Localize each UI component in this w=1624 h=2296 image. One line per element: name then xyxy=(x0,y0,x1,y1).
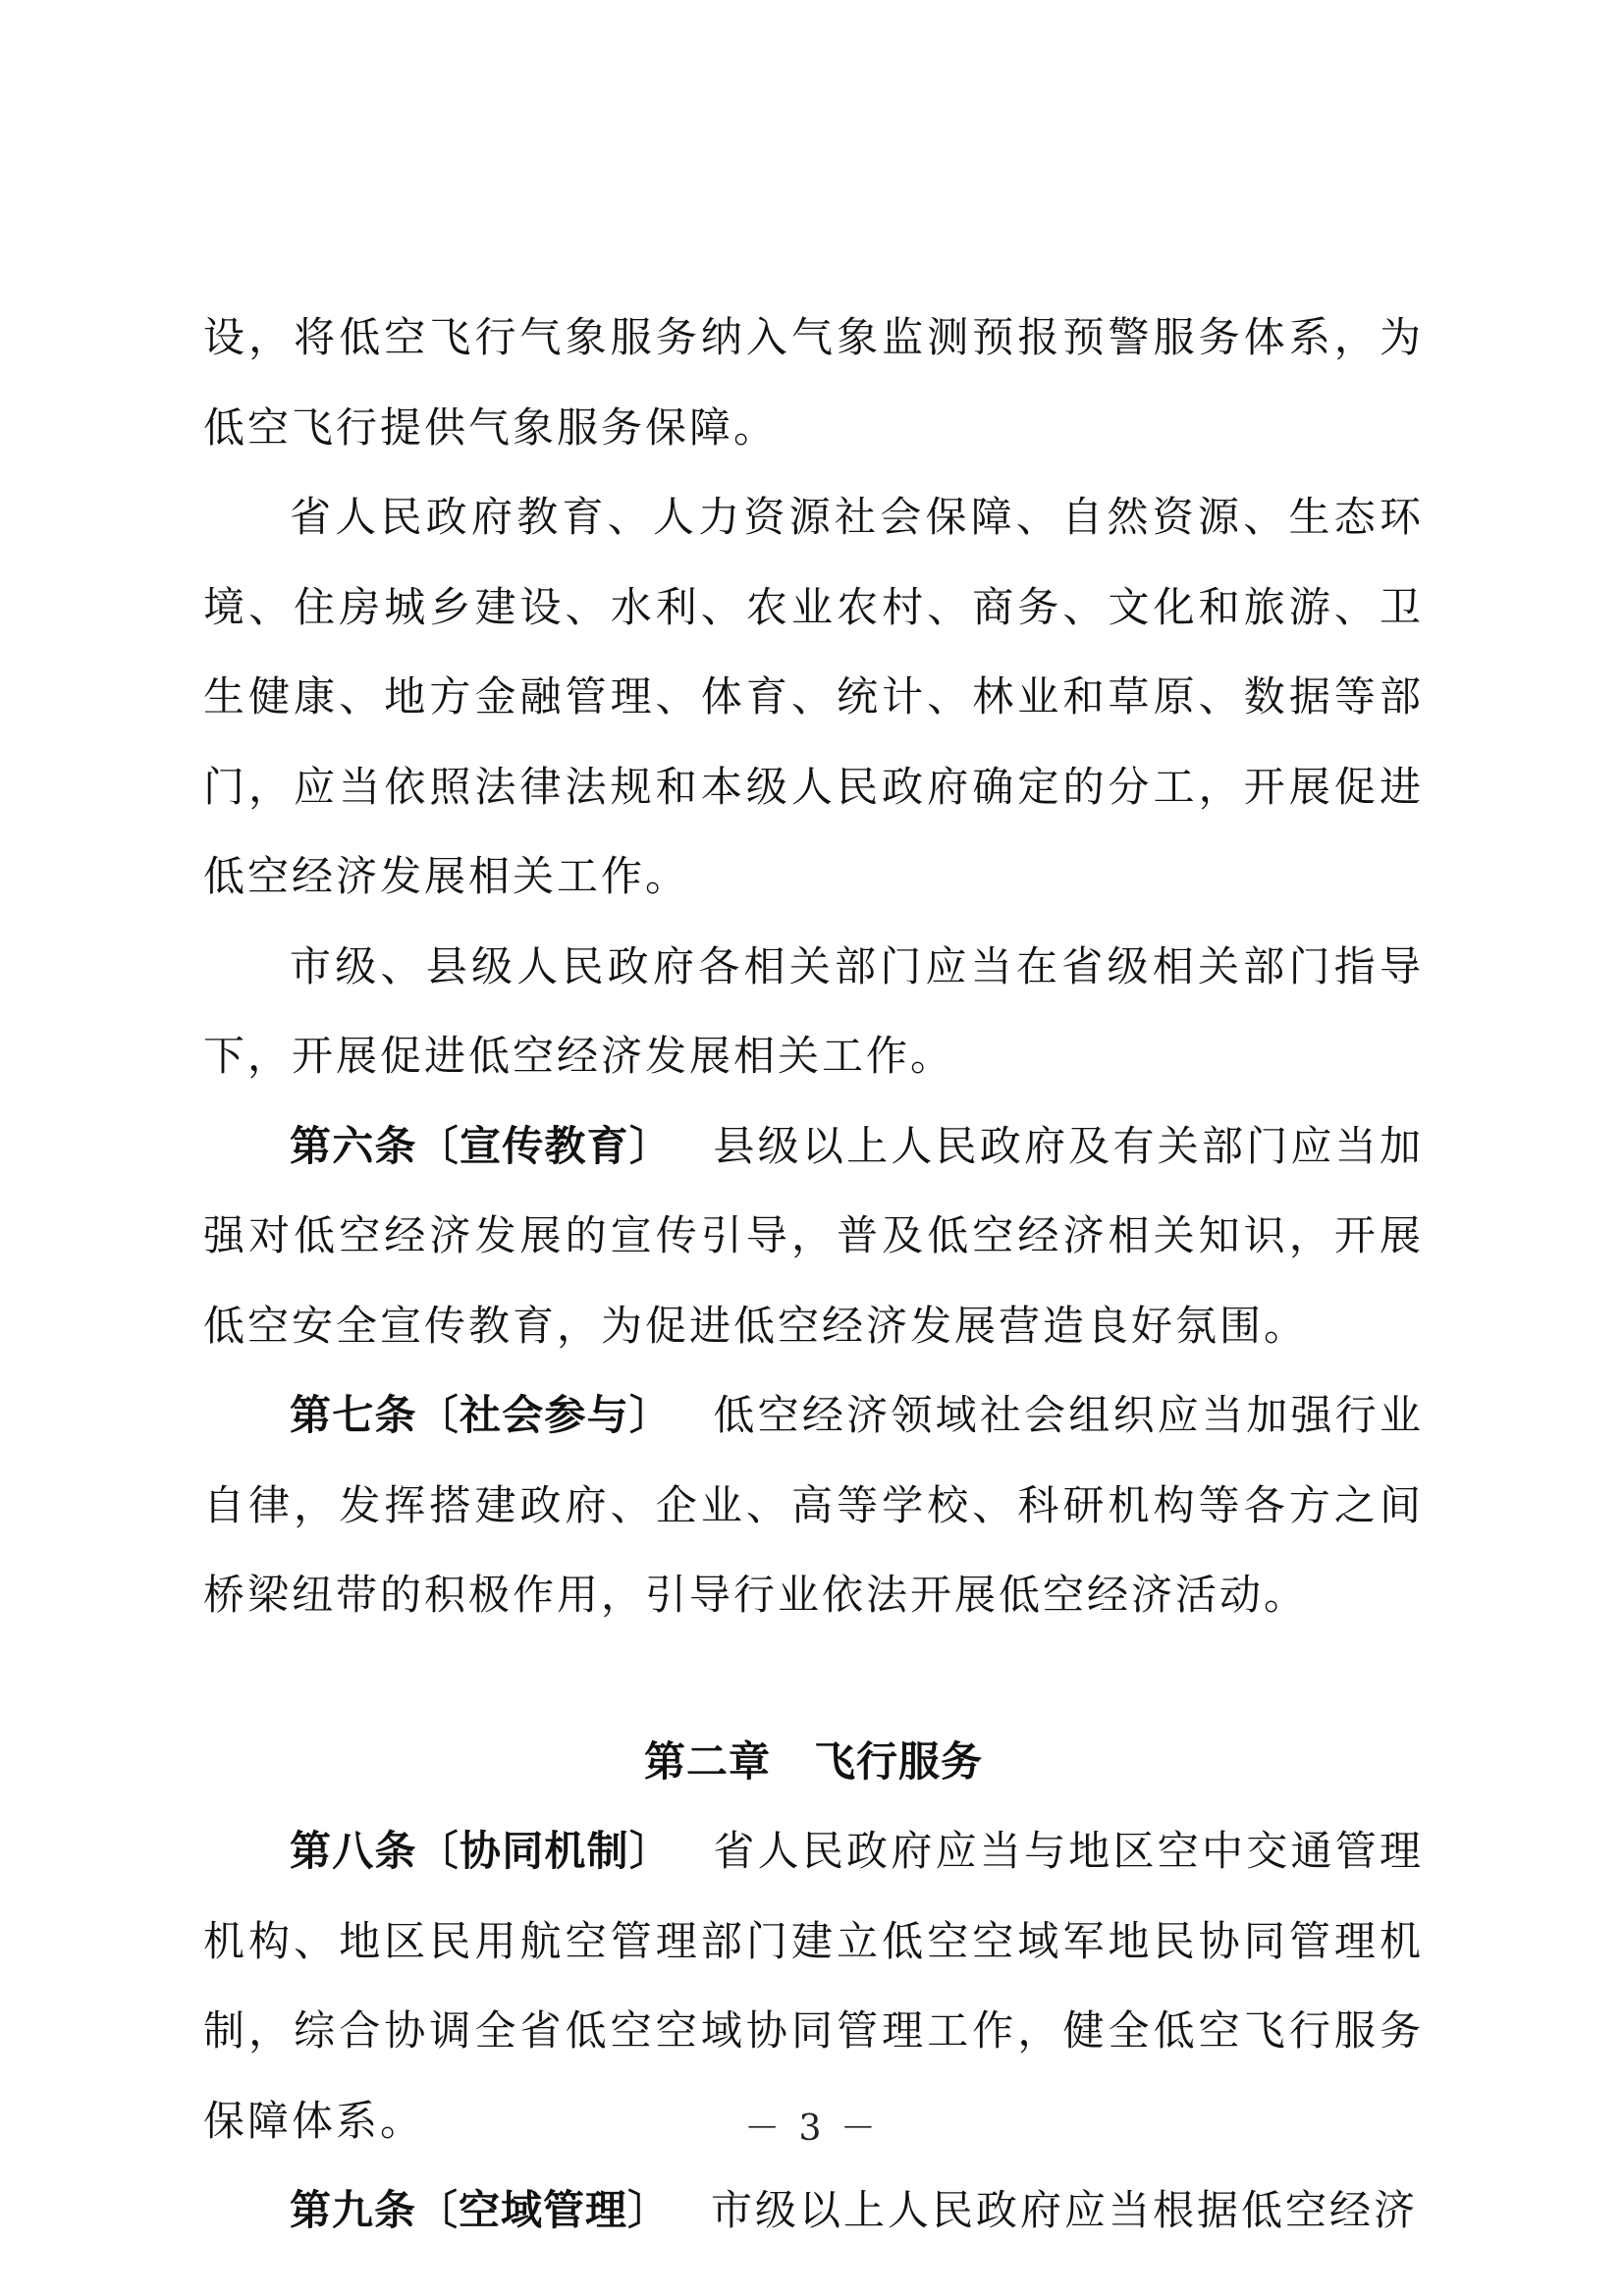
article-8-heading: 第八条〔协同机制〕 xyxy=(290,1827,673,1875)
article-9-heading: 第九条〔空域管理〕 xyxy=(290,2186,671,2234)
paragraph-text: 省人民政府教育、人力资源社会保障、自然资源、生态环境、住房城乡建设、水利、农业农村、商务、文化和旅游、卫生健康、地方金融管理、体育、统计、林业和草原、数据等部门，应当依照法律法规和本级人民政府确定的分工，开展促进低空经济发展相关工作。 xyxy=(203,493,1424,900)
article-7 xyxy=(203,1370,1424,1640)
chapter-number: 第二章 xyxy=(643,1736,771,1786)
chapter-heading xyxy=(203,1640,1424,1807)
paragraph-continuation xyxy=(203,293,1424,472)
chapter-title: 飞行服务 xyxy=(814,1736,984,1786)
paragraph-text: 设，将低空飞行气象服务纳入气象监测预报预警服务体系，为低空飞行提供气象服务保障。 xyxy=(203,313,1424,452)
document-body xyxy=(203,293,1424,2256)
article-8-text: 省人民政府应当与地区空中交通管理机构、地区民用航空管理部门建立低空空域军地民协同管理机制，综合协调全省低空空域协同管理工作，健全低空飞行服务保障体系。 xyxy=(203,1827,1424,2145)
page-number: － 3 － xyxy=(744,2109,880,2149)
article-6 xyxy=(203,1101,1424,1371)
paragraph-departments xyxy=(203,472,1424,922)
article-6-text: 县级以上人民政府及有关部门应当加强对低空经济发展的宣传引导，普及低空经济相关知识，开展低空安全宣传教育，为促进低空经济发展营造良好氛围。 xyxy=(203,1121,1424,1350)
article-7-heading: 第七条〔社会参与〕 xyxy=(290,1391,673,1439)
article-9-text: 市级以上人民政府应当根据低空经济 xyxy=(711,2186,1419,2234)
article-6-heading: 第六条〔宣传教育〕 xyxy=(290,1121,673,1170)
paragraph-local-departments xyxy=(203,922,1424,1101)
paragraph-text: 市级、县级人民政府各相关部门应当在省级相关部门指导下，开展促进低空经济发展相关工作。 xyxy=(203,941,1424,1080)
article-9 xyxy=(203,2165,1424,2256)
article-7-text: 低空经济领域社会组织应当加强行业自律，发挥搭建政府、企业、高等学校、科研机构等各方之间桥梁纽带的积极作用，引导行业依法开展低空经济活动。 xyxy=(203,1391,1424,1619)
